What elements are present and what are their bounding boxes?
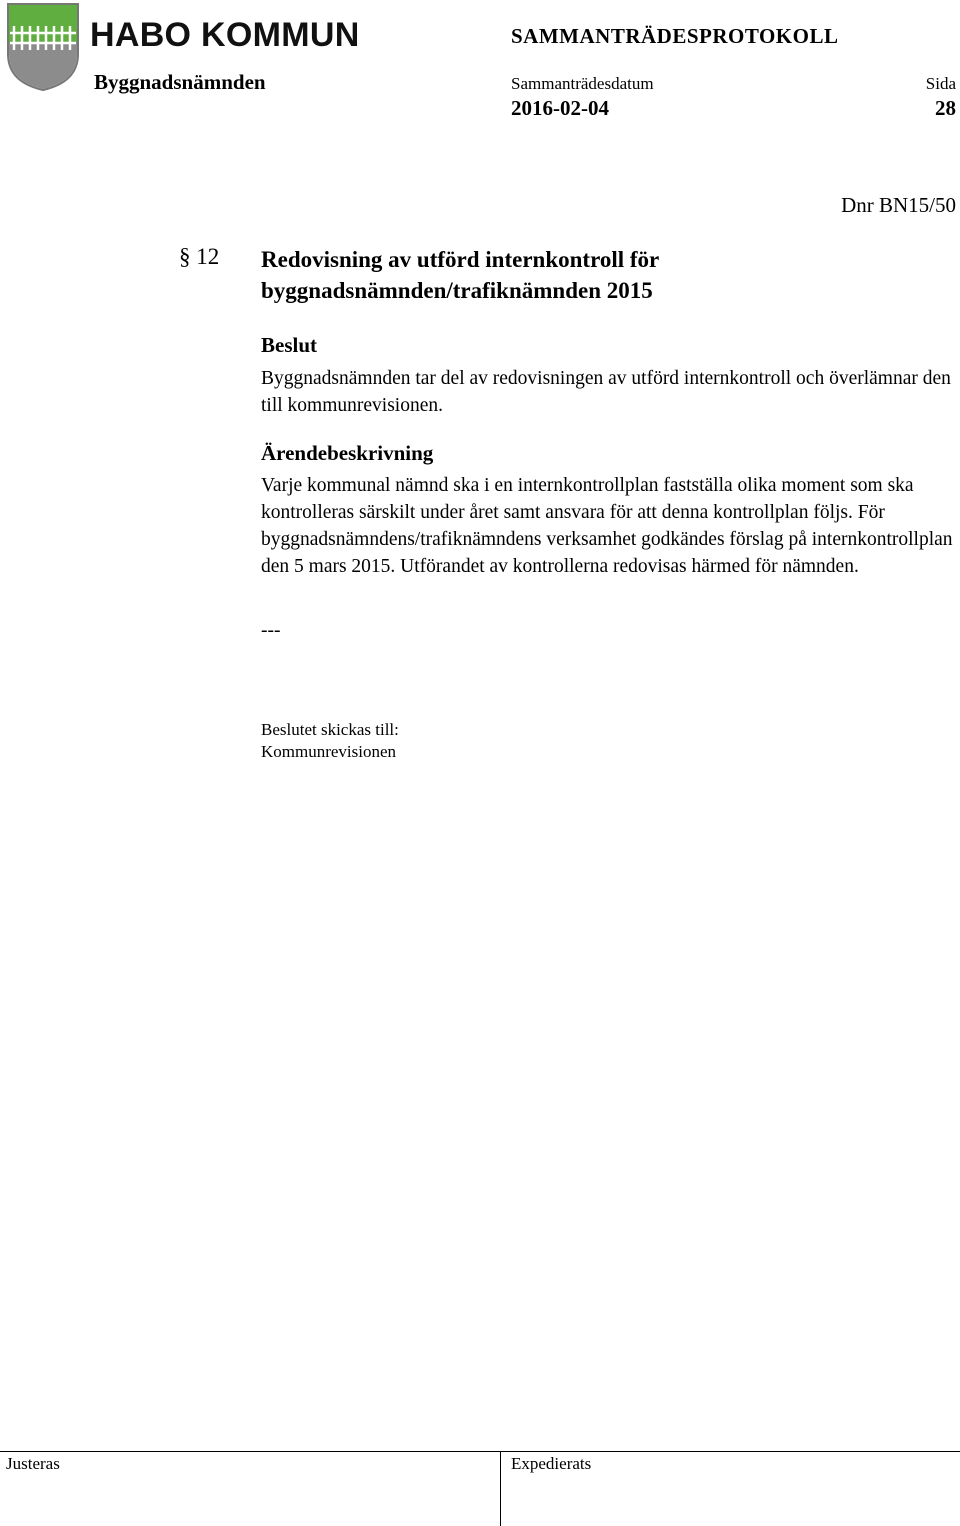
page-label: Sida <box>925 74 956 93</box>
decision-heading: Beslut <box>261 333 318 357</box>
document-type: SAMMANTRÄDESPROTOKOLL <box>511 24 839 48</box>
description-heading: Ärendebeskrivning <box>261 441 434 465</box>
meeting-date-label: Sammanträdesdatum <box>511 74 654 93</box>
footer-expedierats-label: Expedierats <box>511 1454 592 1473</box>
footer-divider-line <box>0 1451 960 1452</box>
page-number: 28 <box>935 96 956 120</box>
municipality-logo-text: HABO KOMMUN <box>90 16 360 54</box>
habo-coat-of-arms-icon <box>6 2 80 92</box>
description-text: Varje kommunal nämnd ska i en internkontrollplan fastställa olika moment som ska kontrolleras särskilt under året samt ansvara för att denna kontrollplan följs. För byggnadsnämndens/trafiknämndens verksamhet godkändes förslag på internkontrollplan den 5 mars 2015. Utförandet av kontrollerna redovisas härmed för nämnden. <box>261 475 953 577</box>
paragraph-number: § 12 <box>179 244 220 269</box>
distribution-recipient: Kommunrevisionen <box>261 742 397 761</box>
case-number: Dnr BN15/50 <box>841 193 956 217</box>
section-separator: --- <box>261 620 281 641</box>
board-name: Byggnadsnämnden <box>94 70 266 94</box>
meeting-date-value: 2016-02-04 <box>511 96 609 120</box>
footer-justeras-label: Justeras <box>6 1454 60 1473</box>
footer-column-divider <box>500 1451 501 1526</box>
decision-text: Byggnadsnämnden tar del av redovisningen av utförd internkontroll och överlämnar den till kommunrevisionen. <box>261 368 951 416</box>
distribution-label: Beslutet skickas till: <box>261 720 399 739</box>
case-title: Redovisning av utförd internkontroll för byggnadsnämnden/trafiknämnden 2015 <box>261 247 659 303</box>
